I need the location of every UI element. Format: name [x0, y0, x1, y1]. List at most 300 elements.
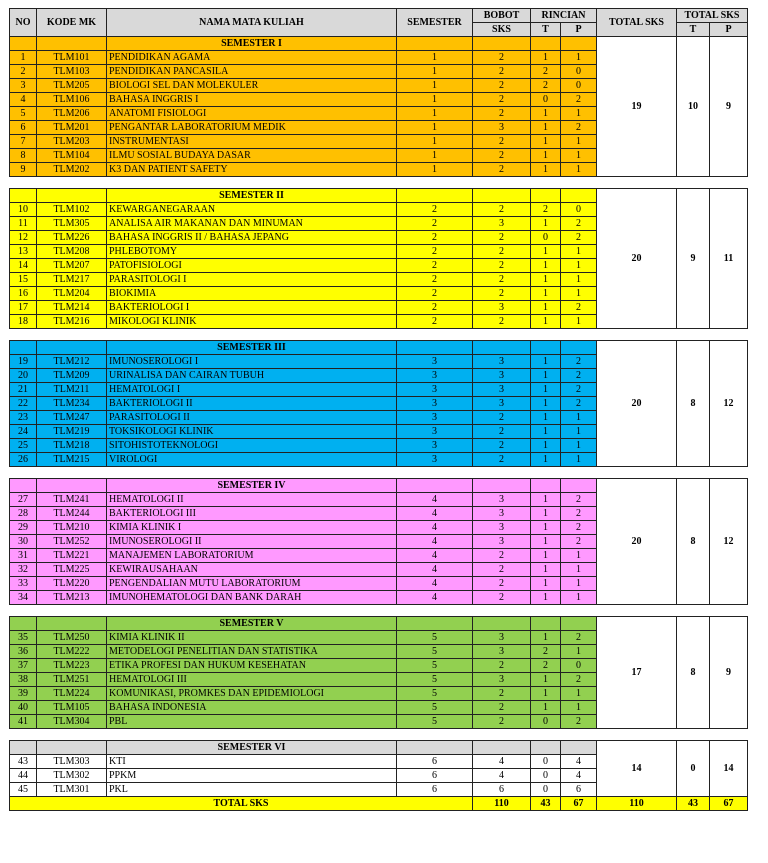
row-semester: 3	[397, 383, 473, 397]
row-kode-mk: TLM206	[37, 107, 107, 121]
row-no: 35	[10, 631, 37, 645]
row-kode-mk: TLM205	[37, 79, 107, 93]
semester-cell-empty	[531, 189, 561, 203]
semester-cell-empty	[37, 189, 107, 203]
semester-total-p: 11	[710, 189, 748, 329]
row-t: 1	[531, 121, 561, 135]
row-sks: 2	[473, 149, 531, 163]
row-p: 2	[561, 673, 597, 687]
header-total-t: T	[677, 23, 710, 37]
semester-cell-empty	[473, 479, 531, 493]
row-semester: 3	[397, 439, 473, 453]
row-no: 18	[10, 315, 37, 329]
row-nama-mata-kuliah: KIMIA KLINIK II	[107, 631, 397, 645]
row-p: 1	[561, 107, 597, 121]
row-sks: 2	[473, 687, 531, 701]
row-nama-mata-kuliah: TOKSIKOLOGI KLINIK	[107, 425, 397, 439]
row-kode-mk: TLM218	[37, 439, 107, 453]
semester-cell-empty	[10, 341, 37, 355]
row-nama-mata-kuliah: BAKTERIOLOGI II	[107, 397, 397, 411]
spacer-cell	[10, 329, 748, 341]
semester-cell-empty	[473, 37, 531, 51]
row-sks: 3	[473, 355, 531, 369]
row-semester: 5	[397, 631, 473, 645]
semester-total-p: 12	[710, 341, 748, 467]
row-semester: 2	[397, 231, 473, 245]
spacer-cell	[10, 177, 748, 189]
row-kode-mk: TLM302	[37, 769, 107, 783]
row-t: 1	[531, 549, 561, 563]
row-nama-mata-kuliah: INSTRUMENTASI	[107, 135, 397, 149]
row-t: 0	[531, 783, 561, 797]
row-semester: 4	[397, 535, 473, 549]
header-total-sks-tp: TOTAL SKS	[677, 9, 748, 23]
row-kode-mk: TLM208	[37, 245, 107, 259]
row-kode-mk: TLM224	[37, 687, 107, 701]
row-sks: 2	[473, 245, 531, 259]
row-p: 1	[561, 453, 597, 467]
row-kode-mk: TLM305	[37, 217, 107, 231]
semester-title: SEMESTER V	[107, 617, 397, 631]
row-semester: 4	[397, 591, 473, 605]
row-t: 1	[531, 521, 561, 535]
semester-cell-empty	[531, 341, 561, 355]
row-kode-mk: TLM106	[37, 93, 107, 107]
row-t: 1	[531, 563, 561, 577]
row-no: 7	[10, 135, 37, 149]
grand-total-label: TOTAL SKS	[10, 797, 473, 811]
row-nama-mata-kuliah: PHLEBOTOMY	[107, 245, 397, 259]
row-no: 27	[10, 493, 37, 507]
semester-cell-empty	[37, 741, 107, 755]
row-sks: 3	[473, 383, 531, 397]
row-t: 1	[531, 107, 561, 121]
row-sks: 4	[473, 755, 531, 769]
row-kode-mk: TLM219	[37, 425, 107, 439]
semester-cell-empty	[561, 741, 597, 755]
row-semester: 3	[397, 425, 473, 439]
row-no: 37	[10, 659, 37, 673]
row-nama-mata-kuliah: IMUNOSEROLOGI II	[107, 535, 397, 549]
row-t: 1	[531, 217, 561, 231]
row-p: 1	[561, 563, 597, 577]
row-semester: 1	[397, 65, 473, 79]
row-sks: 2	[473, 701, 531, 715]
header-sks: SKS	[473, 23, 531, 37]
row-no: 5	[10, 107, 37, 121]
row-p: 1	[561, 425, 597, 439]
row-semester: 2	[397, 217, 473, 231]
row-semester: 1	[397, 107, 473, 121]
semester-cell-empty	[397, 741, 473, 755]
row-nama-mata-kuliah: METODELOGI PENELITIAN DAN STATISTIKA	[107, 645, 397, 659]
row-no: 45	[10, 783, 37, 797]
row-nama-mata-kuliah: KEWARGANEGARAAN	[107, 203, 397, 217]
grand-total-total-sks: 110	[597, 797, 677, 811]
row-nama-mata-kuliah: PENGANTAR LABORATORIUM MEDIK	[107, 121, 397, 135]
grand-total-sks: 110	[473, 797, 531, 811]
semester-title: SEMESTER IV	[107, 479, 397, 493]
row-sks: 3	[473, 397, 531, 411]
semester-total-sks: 19	[597, 37, 677, 177]
row-p: 2	[561, 521, 597, 535]
row-t: 1	[531, 245, 561, 259]
row-kode-mk: TLM103	[37, 65, 107, 79]
row-nama-mata-kuliah: PENDIDIKAN AGAMA	[107, 51, 397, 65]
row-sks: 2	[473, 315, 531, 329]
row-no: 34	[10, 591, 37, 605]
row-p: 1	[561, 163, 597, 177]
row-p: 1	[561, 645, 597, 659]
row-no: 1	[10, 51, 37, 65]
row-no: 33	[10, 577, 37, 591]
row-sks: 2	[473, 439, 531, 453]
row-p: 1	[561, 549, 597, 563]
row-semester: 4	[397, 507, 473, 521]
row-nama-mata-kuliah: KOMUNIKASI, PROMKES DAN EPIDEMIOLOGI	[107, 687, 397, 701]
semester-total-t: 0	[677, 741, 710, 797]
row-semester: 4	[397, 549, 473, 563]
row-nama-mata-kuliah: BAHASA INGGRIS I	[107, 93, 397, 107]
header-bobot: BOBOT	[473, 9, 531, 23]
row-p: 0	[561, 659, 597, 673]
row-nama-mata-kuliah: ETIKA PROFESI DAN HUKUM KESEHATAN	[107, 659, 397, 673]
row-t: 1	[531, 163, 561, 177]
row-sks: 2	[473, 411, 531, 425]
row-semester: 3	[397, 355, 473, 369]
row-no: 40	[10, 701, 37, 715]
header-nama-mata-kuliah: NAMA MATA KULIAH	[107, 9, 397, 37]
row-no: 10	[10, 203, 37, 217]
row-sks: 3	[473, 521, 531, 535]
semester-total-t: 8	[677, 617, 710, 729]
row-nama-mata-kuliah: K3 DAN PATIENT SAFETY	[107, 163, 397, 177]
row-semester: 4	[397, 493, 473, 507]
row-no: 43	[10, 755, 37, 769]
row-kode-mk: TLM207	[37, 259, 107, 273]
row-sks: 2	[473, 659, 531, 673]
row-p: 1	[561, 245, 597, 259]
row-semester: 1	[397, 79, 473, 93]
row-semester: 4	[397, 563, 473, 577]
row-t: 1	[531, 631, 561, 645]
row-t: 1	[531, 135, 561, 149]
row-no: 16	[10, 287, 37, 301]
row-semester: 2	[397, 245, 473, 259]
row-kode-mk: TLM213	[37, 591, 107, 605]
spacer-cell	[10, 729, 748, 741]
row-t: 1	[531, 439, 561, 453]
row-semester: 2	[397, 315, 473, 329]
row-semester: 1	[397, 51, 473, 65]
row-p: 1	[561, 591, 597, 605]
row-p: 0	[561, 79, 597, 93]
semester-title-row	[10, 37, 748, 51]
row-t: 1	[531, 701, 561, 715]
semester-cell-empty	[10, 617, 37, 631]
row-t: 1	[531, 397, 561, 411]
row-kode-mk: TLM241	[37, 493, 107, 507]
row-t: 1	[531, 673, 561, 687]
header-no: NO	[10, 9, 37, 37]
row-sks: 6	[473, 783, 531, 797]
row-t: 1	[531, 687, 561, 701]
semester-cell-empty	[397, 37, 473, 51]
row-p: 2	[561, 397, 597, 411]
row-p: 1	[561, 577, 597, 591]
row-semester: 2	[397, 287, 473, 301]
row-kode-mk: TLM217	[37, 273, 107, 287]
row-nama-mata-kuliah: BAKTERIOLOGI I	[107, 301, 397, 315]
row-no: 13	[10, 245, 37, 259]
row-no: 44	[10, 769, 37, 783]
row-kode-mk: TLM252	[37, 535, 107, 549]
semester-total-p: 12	[710, 479, 748, 605]
row-p: 1	[561, 149, 597, 163]
row-t: 0	[531, 93, 561, 107]
row-sks: 2	[473, 79, 531, 93]
row-nama-mata-kuliah: BIOKIMIA	[107, 287, 397, 301]
row-p: 2	[561, 383, 597, 397]
row-p: 2	[561, 231, 597, 245]
row-sks: 3	[473, 493, 531, 507]
row-no: 3	[10, 79, 37, 93]
row-nama-mata-kuliah: PPKM	[107, 769, 397, 783]
row-nama-mata-kuliah: IMUNOSEROLOGI I	[107, 355, 397, 369]
row-kode-mk: TLM221	[37, 549, 107, 563]
row-p: 2	[561, 507, 597, 521]
row-nama-mata-kuliah: BAHASA INDONESIA	[107, 701, 397, 715]
row-kode-mk: TLM104	[37, 149, 107, 163]
row-t: 1	[531, 301, 561, 315]
semester-title: SEMESTER II	[107, 189, 397, 203]
course-rows	[10, 37, 748, 811]
row-no: 28	[10, 507, 37, 521]
row-semester: 3	[397, 369, 473, 383]
row-kode-mk: TLM211	[37, 383, 107, 397]
row-kode-mk: TLM101	[37, 51, 107, 65]
header-semester: SEMESTER	[397, 9, 473, 37]
row-t: 1	[531, 425, 561, 439]
row-no: 17	[10, 301, 37, 315]
row-nama-mata-kuliah: ANALISA AIR MAKANAN DAN MINUMAN	[107, 217, 397, 231]
header-rincian: RINCIAN	[531, 9, 597, 23]
row-no: 14	[10, 259, 37, 273]
row-sks: 2	[473, 51, 531, 65]
row-t: 1	[531, 383, 561, 397]
row-kode-mk: TLM216	[37, 315, 107, 329]
semester-cell-empty	[561, 479, 597, 493]
row-t: 1	[531, 287, 561, 301]
row-p: 4	[561, 769, 597, 783]
row-kode-mk: TLM304	[37, 715, 107, 729]
row-sks: 2	[473, 453, 531, 467]
row-no: 29	[10, 521, 37, 535]
semester-cell-empty	[10, 479, 37, 493]
header-kode-mk: KODE MK	[37, 9, 107, 37]
row-sks: 2	[473, 231, 531, 245]
row-t: 2	[531, 659, 561, 673]
row-no: 15	[10, 273, 37, 287]
row-semester: 2	[397, 273, 473, 287]
row-kode-mk: TLM209	[37, 369, 107, 383]
row-semester: 1	[397, 93, 473, 107]
row-nama-mata-kuliah: PATOFISIOLOGI	[107, 259, 397, 273]
header-total-p: P	[710, 23, 748, 37]
semester-title-row	[10, 741, 748, 755]
semester-cell-empty	[473, 341, 531, 355]
row-p: 1	[561, 51, 597, 65]
semester-total-p: 14	[710, 741, 748, 797]
semester-cell-empty	[397, 341, 473, 355]
row-t: 1	[531, 535, 561, 549]
row-sks: 2	[473, 203, 531, 217]
semester-cell-empty	[561, 617, 597, 631]
row-no: 11	[10, 217, 37, 231]
row-nama-mata-kuliah: MIKOLOGI KLINIK	[107, 315, 397, 329]
row-p: 1	[561, 273, 597, 287]
row-t: 2	[531, 203, 561, 217]
row-kode-mk: TLM234	[37, 397, 107, 411]
row-p: 2	[561, 715, 597, 729]
row-sks: 3	[473, 673, 531, 687]
row-p: 2	[561, 535, 597, 549]
header-t: T	[531, 23, 561, 37]
row-nama-mata-kuliah: MANAJEMEN LABORATORIUM	[107, 549, 397, 563]
row-sks: 3	[473, 301, 531, 315]
row-p: 2	[561, 93, 597, 107]
semester-cell-empty	[37, 617, 107, 631]
row-nama-mata-kuliah: PBL	[107, 715, 397, 729]
row-nama-mata-kuliah: ILMU SOSIAL BUDAYA DASAR	[107, 149, 397, 163]
row-sks: 2	[473, 591, 531, 605]
row-sks: 4	[473, 769, 531, 783]
row-sks: 2	[473, 715, 531, 729]
semester-total-sks: 17	[597, 617, 677, 729]
semester-total-t: 8	[677, 341, 710, 467]
row-sks: 3	[473, 507, 531, 521]
row-nama-mata-kuliah: KTI	[107, 755, 397, 769]
row-no: 32	[10, 563, 37, 577]
row-nama-mata-kuliah: KEWIRAUSAHAAN	[107, 563, 397, 577]
semester-total-p: 9	[710, 617, 748, 729]
semester-cell-empty	[473, 741, 531, 755]
grand-total-row	[10, 797, 748, 811]
semester-total-p: 9	[710, 37, 748, 177]
semester-cell-empty	[10, 189, 37, 203]
row-kode-mk: TLM215	[37, 453, 107, 467]
row-no: 2	[10, 65, 37, 79]
semester-cell-empty	[561, 341, 597, 355]
row-no: 25	[10, 439, 37, 453]
semester-cell-empty	[37, 479, 107, 493]
row-p: 2	[561, 217, 597, 231]
row-nama-mata-kuliah: PARASITOLOGI II	[107, 411, 397, 425]
semester-total-sks: 20	[597, 189, 677, 329]
semester-cell-empty	[531, 479, 561, 493]
row-nama-mata-kuliah: ANATOMI FISIOLOGI	[107, 107, 397, 121]
row-nama-mata-kuliah: BIOLOGI SEL DAN MOLEKULER	[107, 79, 397, 93]
row-nama-mata-kuliah: HEMATOLOGI II	[107, 493, 397, 507]
row-p: 4	[561, 755, 597, 769]
row-kode-mk: TLM203	[37, 135, 107, 149]
row-p: 1	[561, 287, 597, 301]
row-p: 0	[561, 203, 597, 217]
row-semester: 6	[397, 783, 473, 797]
semester-cell-empty	[531, 617, 561, 631]
header-total-sks: TOTAL SKS	[597, 9, 677, 37]
row-kode-mk: TLM301	[37, 783, 107, 797]
row-semester: 3	[397, 397, 473, 411]
row-kode-mk: TLM102	[37, 203, 107, 217]
row-t: 1	[531, 315, 561, 329]
semester-cell-empty	[397, 617, 473, 631]
semester-cell-empty	[37, 341, 107, 355]
row-no: 31	[10, 549, 37, 563]
row-t: 2	[531, 645, 561, 659]
row-t: 1	[531, 493, 561, 507]
row-kode-mk: TLM202	[37, 163, 107, 177]
row-kode-mk: TLM251	[37, 673, 107, 687]
row-sks: 3	[473, 369, 531, 383]
row-kode-mk: TLM105	[37, 701, 107, 715]
row-p: 1	[561, 315, 597, 329]
row-p: 1	[561, 701, 597, 715]
row-semester: 5	[397, 673, 473, 687]
row-sks: 2	[473, 287, 531, 301]
spacer-cell	[10, 467, 748, 479]
semester-cell-empty	[10, 741, 37, 755]
grand-total-p: 67	[561, 797, 597, 811]
spacer-cell	[10, 605, 748, 617]
row-kode-mk: TLM210	[37, 521, 107, 535]
semester-title: SEMESTER I	[107, 37, 397, 51]
semester-total-t: 8	[677, 479, 710, 605]
row-nama-mata-kuliah: SITOHISTOTEKNOLOGI	[107, 439, 397, 453]
row-t: 1	[531, 51, 561, 65]
row-sks: 2	[473, 163, 531, 177]
row-sks: 3	[473, 217, 531, 231]
grand-total-total-p: 67	[710, 797, 748, 811]
row-semester: 4	[397, 521, 473, 535]
row-semester: 2	[397, 259, 473, 273]
semester-total-sks: 20	[597, 341, 677, 467]
row-t: 1	[531, 507, 561, 521]
row-sks: 3	[473, 535, 531, 549]
row-sks: 3	[473, 645, 531, 659]
row-sks: 2	[473, 563, 531, 577]
row-no: 12	[10, 231, 37, 245]
row-no: 19	[10, 355, 37, 369]
semester-title-row	[10, 617, 748, 631]
row-t: 2	[531, 65, 561, 79]
row-semester: 5	[397, 687, 473, 701]
row-p: 1	[561, 687, 597, 701]
row-t: 0	[531, 769, 561, 783]
semester-title-row	[10, 341, 748, 355]
semester-cell-empty	[473, 189, 531, 203]
row-t: 1	[531, 453, 561, 467]
row-no: 8	[10, 149, 37, 163]
semester-title: SEMESTER VI	[107, 741, 397, 755]
row-t: 1	[531, 259, 561, 273]
row-no: 41	[10, 715, 37, 729]
semester-cell-empty	[531, 37, 561, 51]
header-p: P	[561, 23, 597, 37]
row-nama-mata-kuliah: PENGENDALIAN MUTU LABORATORIUM	[107, 577, 397, 591]
row-nama-mata-kuliah: URINALISA DAN CAIRAN TUBUH	[107, 369, 397, 383]
semester-total-sks: 14	[597, 741, 677, 797]
